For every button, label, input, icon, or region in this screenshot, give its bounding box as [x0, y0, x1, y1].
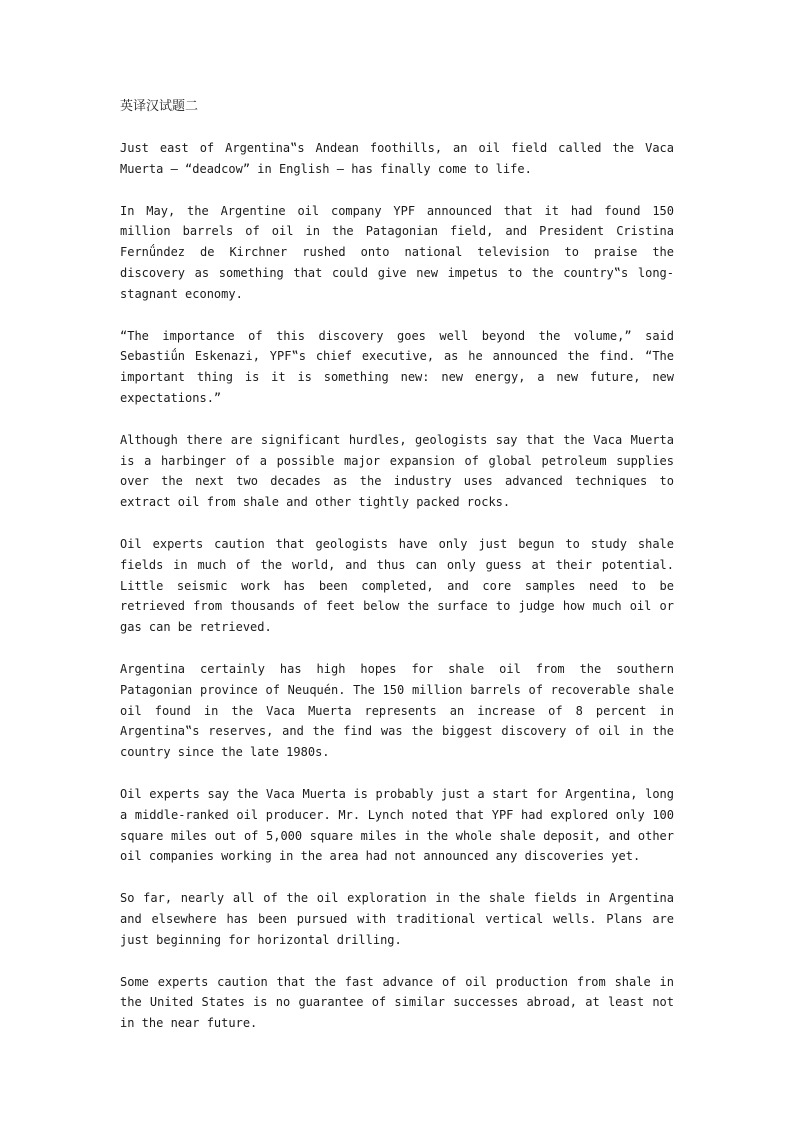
document-body: [120, 97, 674, 1055]
paragraph-2: In May, the Argentine oil company YPF announced that it had found 150 million barrels of oil in the Patagonian field, and President Cristina Fernǘndez de Kirchner rushed onto national television to praise the discovery as something that could give new impetus to the country‟s long-stagnant economy.: [120, 203, 674, 301]
paragraph-5: Oil experts caution that geologists have only just begun to study shale fields in much of the world, and thus can only guess at their potential. Little seismic work has been completed, and core samples need to be retrieved from thousands of feet below the surface to judge how much oil or gas can be retrieved.: [120, 536, 674, 635]
paragraph-8: So far, nearly all of the oil exploration in the shale fields in Argentina and elsewhere has been pursued with traditional vertical wells. Plans are just beginning for horizontal drilling.: [120, 891, 674, 947]
paragraph-1: Just east of Argentina‟s Andean foothills, an oil field called the Vaca Muerta — “deadcow” in English — has finally come to life.: [120, 141, 674, 176]
document-title: 英译汉试题二: [120, 99, 199, 114]
paragraph-9: Some experts caution that the fast advance of oil production from shale in the United States is no guarantee of similar successes abroad, at least not in the near future.: [120, 974, 674, 1031]
paragraph-3: “The importance of this discovery goes well beyond the volume,” said Sebastiǘn Eskenazi, YPF‟s chief executive, as he announced the find. “The important thing is it is something new: new energy, a new future, new expectations.”: [120, 328, 674, 405]
paragraph-4: Although there are significant hurdles, geologists say that the Vaca Muerta is a harbinger of a possible major expansion of global petroleum supplies over the next two decades as the industry uses advanced techniques to extract oil from shale and other tightly packed rocks.: [120, 432, 674, 510]
paragraph-7: Oil experts say the Vaca Muerta is probably just a start for Argentina, long a middle-ranked oil producer. Mr. Lynch noted that YPF had explored only 100 square miles out of 5,000 square miles in the whole shale deposit, and other oil companies working in the area had not announced any discoveries yet.: [120, 786, 674, 864]
paragraph-6: Argentina certainly has high hopes for shale oil from the southern Patagonian province of Neuquén. The 150 million barrels of recoverable shale oil found in the Vaca Muerta represents an increase of 8 percent in Argentina‟s reserves, and the find was the biggest discovery of oil in the country since the late 1980s.: [120, 661, 674, 760]
